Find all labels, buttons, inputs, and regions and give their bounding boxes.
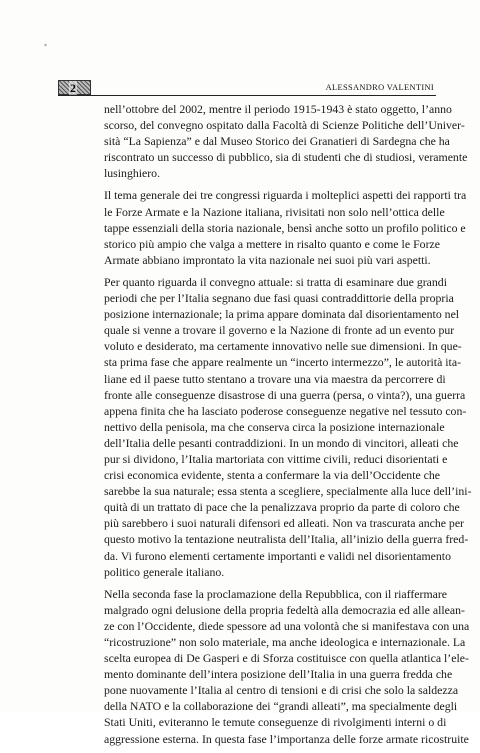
- text-line: periodi che per l’Italia segnano due fasi quasi contraddittorie della propria: [104, 291, 454, 306]
- text-line: Armate abbiano improntato la vita nazionale nei suoi più vari aspetti.: [104, 252, 431, 267]
- text-line: scelta europea di De Gasperi e di Sforza costituisce con quella atlantica l’ele-: [104, 651, 469, 666]
- text-line: lusinghiero.: [104, 166, 161, 181]
- paragraph: [104, 187, 467, 267]
- text-line: scorso, del convegno ospitato dalla Facoltà di Scienze Politiche dell’Univer-: [104, 118, 465, 133]
- page-number-box: [58, 80, 91, 95]
- text-line: crisi economica evidente, stenta a confermare la via dell’Occidente che: [104, 468, 441, 483]
- text-line: tappe essenziali della storia nazionale, bensì anche sotto un profilo politico e: [104, 220, 466, 235]
- text-line: pur si dividono, l’Italia martoriata con vittime civili, reduci disorientati e: [104, 451, 448, 466]
- text-line: riscontrato un successo di pubblico, sia di studenti che di studiosi, veramente: [104, 150, 468, 165]
- text-line: sarebbe la sua naturale; essa stenta a scegliere, specialmente alla luce dell’ini-: [104, 484, 472, 499]
- text-line: aggressione esterna. In questa fase l’importanza delle forze armate ricostruite: [104, 731, 469, 746]
- text-line: questo motivo la tentazione neutralista dell’Italia, all’inizio della guerra fred-: [104, 532, 469, 547]
- text-line: Stati Uniti, eviteranno le temute conseguenze di rivolgimenti interni o di: [104, 715, 447, 730]
- text-line: appena finita che ha lasciato poderose conseguenze negative nel tessuto con-: [104, 403, 467, 418]
- paragraph: [104, 274, 472, 580]
- text-line: Nella seconda fase la proclamazione della Repubblica, con il riaffermare: [104, 586, 448, 601]
- text-line: Per quanto riguarda il convegno attuale: si tratta di esaminare due grandi: [104, 274, 447, 289]
- text-line: sità “La Sapienza” e dal Museo Storico dei Granatieri di Sardegna che ha: [104, 134, 450, 149]
- text-line: voluto e desiderato, ma certamente innovativo nelle sue dimensioni. In que-: [104, 339, 462, 354]
- text-line: storico più ampio che valga a mettere in risalto quanto e come le Forze: [104, 236, 440, 251]
- text-line: della NATO e la collaborazione dei “grandi alleati”, ma specialmente degli: [104, 699, 458, 714]
- text-line: liane ed il paese tutto stentano a trovare una via maestra da percorrere di: [104, 371, 446, 386]
- text-line: dell’Italia delle pesanti contraddizioni. In un mondo di vincitori, alleati che: [104, 435, 459, 450]
- text-line: quità di un trattato di pace che la penalizzava proprio da parte di coloro che: [104, 500, 460, 515]
- text-line: ze con l’Occidente, diede spessore ad una volontà che si manifestava con una: [104, 618, 470, 633]
- text-line: malgrado ogni delusione della propria fedeltà alla democrazia ed alle allean-: [104, 602, 465, 617]
- text-line: più sarebbero i suoi naturali difensori ed alleati. Non va trascurata anche per: [104, 516, 464, 531]
- text-line: mento dominante dell’intera posizione dell’Italia in una guerra fredda che: [104, 667, 453, 682]
- running-head: ALESSANDRO VALENTINI: [325, 83, 434, 92]
- text-line: “ricostruzione” non solo materiale, ma anche ideologica e internazionale. La: [104, 635, 466, 649]
- paragraph: [104, 586, 470, 747]
- text-line: nettivo della penisola, ma che conserva circa la posizione internazionale: [104, 419, 445, 434]
- text-line: Il tema generale dei tre congressi riguarda i molteplici aspetti dei rapporti tra: [104, 188, 467, 203]
- text-line: sta prima fase che appare realmente un “incerto intermezzo”, le autorità ita-: [104, 355, 461, 370]
- corner-mark: *: [44, 43, 47, 50]
- text-line: nell’ottobre del 2002, mentre il periodo 1915-1943 è stato oggetto, l’anno: [104, 102, 452, 116]
- paragraph: [104, 101, 468, 181]
- text-line: fronte alle conseguenze disastrose di una guerra (persa, o vinta?), una guerra: [104, 387, 466, 402]
- text-line: da. Vi furono elementi certamente importanti e validi nel disorientamento: [104, 548, 451, 563]
- body-text: [104, 101, 472, 753]
- page-header: [58, 80, 436, 96]
- text-line: posizione internazionale; la prima appare dominata dal disorientamento nel: [104, 307, 460, 322]
- text-line: pone nuovamente l’Italia al centro di tensioni e di crisi che solo la saldezza: [104, 683, 459, 698]
- text-line: le Forze Armate e la Nazione italiana, rivisitati non solo nell’ottica delle: [104, 204, 445, 219]
- text-line: politico generale italiano.: [104, 564, 225, 579]
- text-line: quale si venne a trovare il governo e la Nazione di fronte ad un evento pur: [104, 323, 455, 338]
- page-number: 2: [70, 81, 76, 95]
